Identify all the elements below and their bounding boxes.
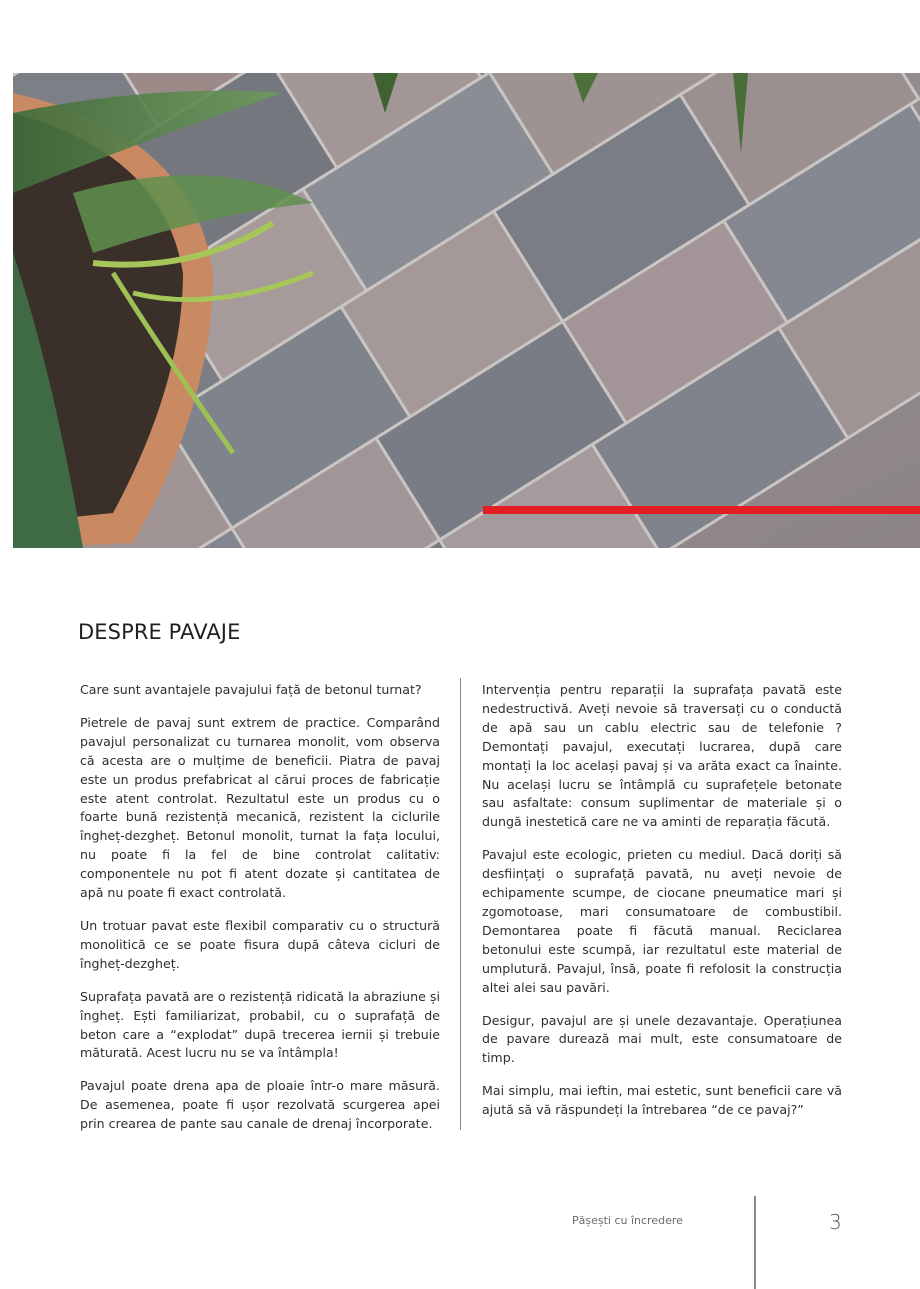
body-paragraph: Pavajul este ecologic, prieten cu mediul. Dacă doriți să desființați o suprafață pavată, nu aveți nevoie de echipamente scumpe, de ciocane pneumatice mari și zgomotoase, mari consumatoare de combustibil. Demontarea poate fi făcută manual. Reciclarea betonului este scumpă, iar rezultatul este material de umplutură. Pavajul, însă, poate fi refolosit la construcția altei alei sau pavări. bbox=[482, 847, 842, 995]
accent-red-bar bbox=[483, 506, 920, 514]
right-text-column bbox=[482, 681, 842, 1134]
footer-divider bbox=[754, 1196, 756, 1289]
body-paragraph: Intervenția pentru reparații la suprafața pavată este nedestructivă. Aveți nevoie să traversați cu o conductă de apă sau un cablu electric sau de telefonie ? Demontați pavajul, executați lucrarea, după care montați la loc același pavaj și va arăta exact ca înainte. Nu același lucru se întâmplă cu suprafețele betonate sau asfaltate: consum suplimentar de materiale și o dungă inestetică care ne va aminti de reparația făcută. bbox=[482, 682, 842, 830]
body-paragraph: Suprafața pavată are o rezistență ridicată la abraziune și îngheț. Ești familiarizat, probabil, cu o suprafață de beton care a “explodat” după trecerea iernii și trebuie măturată. Acest lucru nu se va întâmpla! bbox=[80, 988, 440, 1061]
left-text-column bbox=[80, 681, 440, 1148]
question-paragraph: Care sunt avantajele pavajului față de betonul turnat? bbox=[80, 682, 422, 697]
hero-photo bbox=[13, 73, 920, 548]
paving-stones-illustration bbox=[13, 73, 920, 548]
body-paragraph: Mai simplu, mai ieftin, mai estetic, sunt beneficii care vă ajută să vă răspundeți la întrebarea “de ce pavaj?” bbox=[482, 1083, 842, 1118]
column-divider bbox=[460, 678, 461, 1130]
body-paragraph: Pietrele de pavaj sunt extrem de practice. Comparând pavajul personalizat cu turnarea monolit, vom observa că acesta are o mulțime de beneficii. Piatra de pavaj este un produs prefabricat al cărui proces de fabricație este atent controlat. Rezultatul este un produs cu o foarte bună rezistență mecanică, rezistent la ciclurile îngheț-dezgheț. Betonul monolit, turnat la fața locului, nu poate fi la fel de bine controlat calitativ: componentele nu pot fi atent dozate și cantitatea de apă nu poate fi exact controlată. bbox=[80, 714, 440, 901]
body-paragraph: Desigur, pavajul are și unele dezavantaje. Operațiunea de pavare durează mai mult, este consumatoare de timp. bbox=[482, 1012, 842, 1066]
page-number: 3 bbox=[829, 1210, 842, 1234]
footer-tagline: Pășești cu încredere bbox=[572, 1214, 683, 1227]
page-title: DESPRE PAVAJE bbox=[78, 620, 241, 644]
body-paragraph: Un trotuar pavat este flexibil comparativ cu o structură monolitică ce se poate fisura după câteva cicluri de îngheț-dezgheț. bbox=[80, 917, 440, 971]
body-paragraph: Pavajul poate drena apa de ploaie într-o mare măsură. De asemenea, poate fi ușor rezolvată scurgerea apei prin crearea de pante sau canale de drenaj încorporate. bbox=[80, 1078, 440, 1132]
